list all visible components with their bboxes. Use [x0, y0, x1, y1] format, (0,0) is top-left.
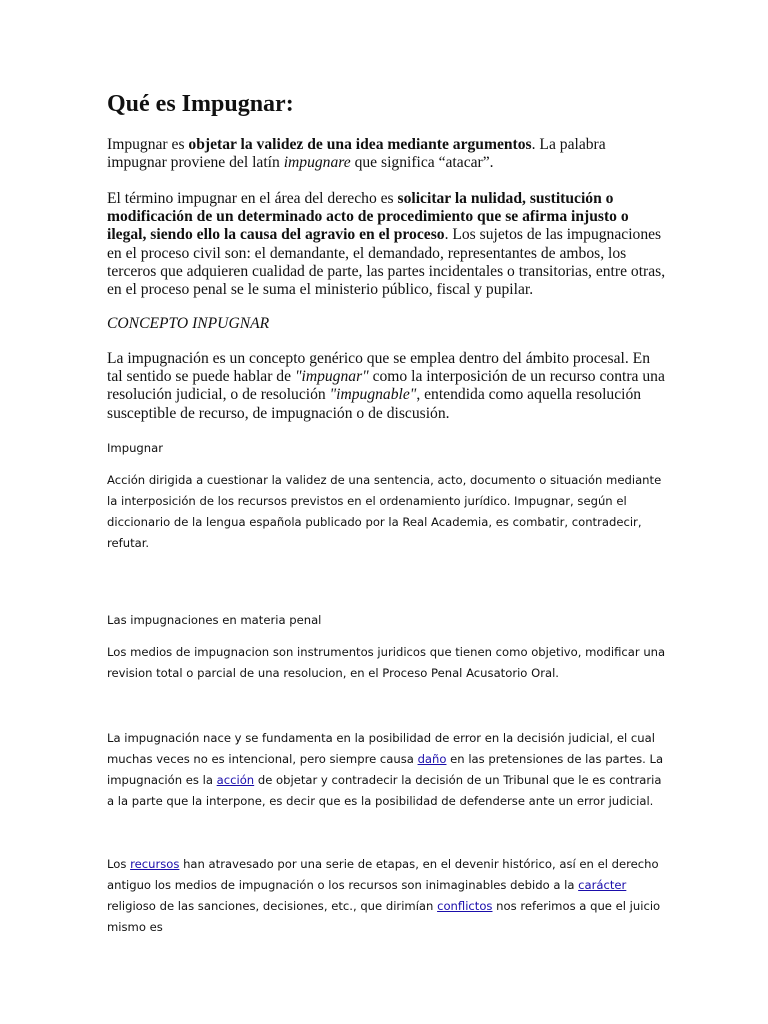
bold-text: objetar la validez de una idea mediante argumentos	[188, 136, 532, 153]
link-recursos[interactable]: recursos	[130, 857, 180, 871]
text-run: religioso de las sanciones, decisiones, etc., que dirimían	[107, 899, 438, 913]
text-run: , entendida como aquella resolución susceptible de recurso, de impugnación o de discusión.	[107, 386, 642, 422]
paragraph-legal-definition	[107, 190, 667, 299]
link-caracter[interactable]: carácter	[578, 878, 627, 892]
text-run: . Los sujetos de las impugnaciones en el proceso civil son: el demandante, el demandado, representantes de ambos, los terceros que adquieren cualidad de parte, las partes incidentales o transitorias, entre otras, en el proceso penal se le suma el ministerio público, fiscal y pupilar.	[107, 226, 666, 299]
text-run: como la interposición de un recurso contra una resolución judicial, o de resolución	[107, 368, 665, 404]
text-run: Impugnar es	[107, 136, 189, 153]
penal-heading: Las impugnaciones en materia penal	[107, 613, 322, 627]
page-title: Qué es Impugnar:	[107, 91, 294, 117]
text-run: en las pretensiones de las partes. La impugnación es la	[107, 752, 664, 787]
text-run: La impugnación nace y se fundamenta en la posibilidad de error en la decisión judicial, el cual muchas veces no es intencional, pero siempre causa	[107, 731, 655, 766]
text-run: nos referimos a que el juicio mismo es	[107, 899, 661, 934]
bold-text: solicitar la nulidad, sustitución o modificación de un determinado acto de procedimiento que se afirma injusto o ilegal, siendo ello la causa del agravio en el proceso	[107, 190, 629, 244]
paragraph-medios: Los medios de impugnacion son instrumentos juridicos que tienen como objetivo, modificar una revision total o parcial de una resolucion, en el Proceso Penal Acusatorio Oral.	[107, 645, 666, 680]
paragraph-concept	[107, 350, 667, 423]
text-run: Los	[107, 857, 131, 871]
paragraph-recursos	[107, 854, 667, 938]
text-run: que significa “atacar”.	[350, 154, 494, 172]
link-conflictos[interactable]: conflictos	[437, 899, 493, 913]
paragraph-definition	[107, 136, 667, 172]
italic-text: "impugnable"	[329, 386, 417, 404]
link-accion[interactable]: acción	[216, 773, 255, 787]
paragraph-fundamento	[107, 728, 667, 812]
italic-text: "impugnar"	[294, 368, 369, 386]
impugnar-heading: Impugnar	[107, 441, 163, 455]
text-run: de objetar y contradecir la decisión de un Tribunal que le es contraria a la parte que la interpone, es decir que es la posibilidad de defenderse ante un error judicial.	[107, 773, 662, 808]
text-run: La impugnación es un concepto genérico que se emplea dentro del ámbito procesal. En tal sentido se puede hablar de	[107, 350, 650, 386]
paragraph-accion: Acción dirigida a cuestionar la validez de una sentencia, acto, documento o situación mediante la interposición de los recursos previstos en el ordenamiento jurídico. Impugnar, según el diccionario de la lengua española publicado por la Real Academia, es combatir, contradecir, refutar.	[107, 473, 662, 550]
concept-heading: CONCEPTO INPUGNAR	[107, 315, 270, 332]
italic-text: impugnare	[283, 154, 351, 172]
text-run: . La palabra impugnar proviene del latín	[107, 136, 606, 172]
text-run: han atravesado por una serie de etapas, en el devenir histórico, así en el derecho antiguo los medios de impugnación o los recursos son inimaginables debido a la	[107, 857, 659, 892]
text-run: El término impugnar en el área del derecho es	[107, 190, 398, 207]
link-dano[interactable]: daño	[417, 752, 447, 766]
